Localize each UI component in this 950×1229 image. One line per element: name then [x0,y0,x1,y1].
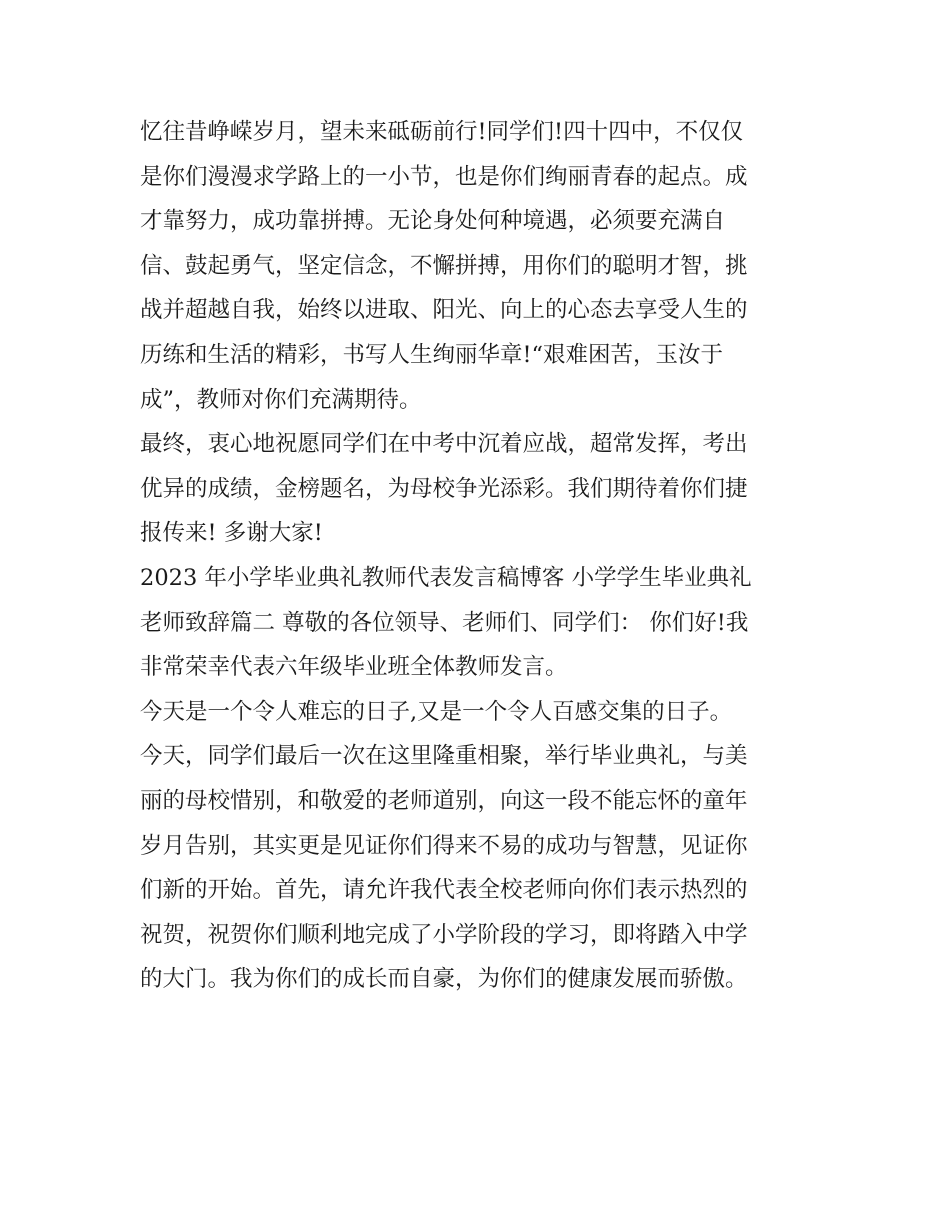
text-line: 今天，同学们最后一次在这里隆重相聚，举行毕业典礼，与美 [140,743,748,770]
text-line: 成”，教师对你们充满期待。 [140,386,422,413]
text-line: 优异的成绩，金榜题名，为母校争光添彩。我们期待着你们捷 [140,475,748,502]
text-line: 忆往昔峥嵘岁月，望未来砥砺前行!同学们!四十四中，不仅仅 [140,119,744,145]
text-line: 2023 年小学毕业典礼教师代表发言稿博客 小学学生毕业典礼 [140,564,752,591]
text-line: 报传来! 多谢大家! [140,520,323,547]
text-line: 才靠努力，成功靠拼搏。无论身处何种境遇，必须要充满自 [140,208,726,235]
text-line: 今天是一个令人难忘的日子,又是一个令人百感交集的日子。 [140,698,733,725]
text-line: 最终，衷心地祝愿同学们在中考中沉着应战，超常发挥，考出 [140,431,748,458]
text-line: 祝贺，祝贺你们顺利地完成了小学阶段的学习，即将踏入中学 [140,921,748,948]
document-body [140,110,820,1002]
text-line: 的大门。我为你们的成长而自豪，为你们的健康发展而骄傲。 [140,966,748,993]
text-line: 丽的母校惜别，和敬爱的老师道别，向这一段不能忘怀的童年 [140,787,748,814]
text-line: 战并超越自我，始终以进取、阳光、向上的心态去享受人生的 [140,297,748,324]
text-line: 非常荣幸代表六年级毕业班全体教师发言。 [140,654,568,681]
text-line: 信、鼓起勇气，坚定信念，不懈拼搏，用你们的聪明才智，挑 [140,252,748,279]
text-line: 历练和生活的精彩，书写人生绚丽华章!“艰难困苦，玉汝于 [140,341,724,368]
text-line: 岁月告别，其实更是见证你们得来不易的成功与智慧，见证你 [140,832,748,859]
text-line: 老师致辞篇二 尊敬的各位领导、老师们、同学们： 你们好!我 [140,609,749,636]
text-line: 是你们漫漫求学路上的一小节，也是你们绚丽青春的起点。成 [140,163,748,190]
text-line: 们新的开始。首先，请允许我代表全校老师向你们表示热烈的 [140,877,748,904]
